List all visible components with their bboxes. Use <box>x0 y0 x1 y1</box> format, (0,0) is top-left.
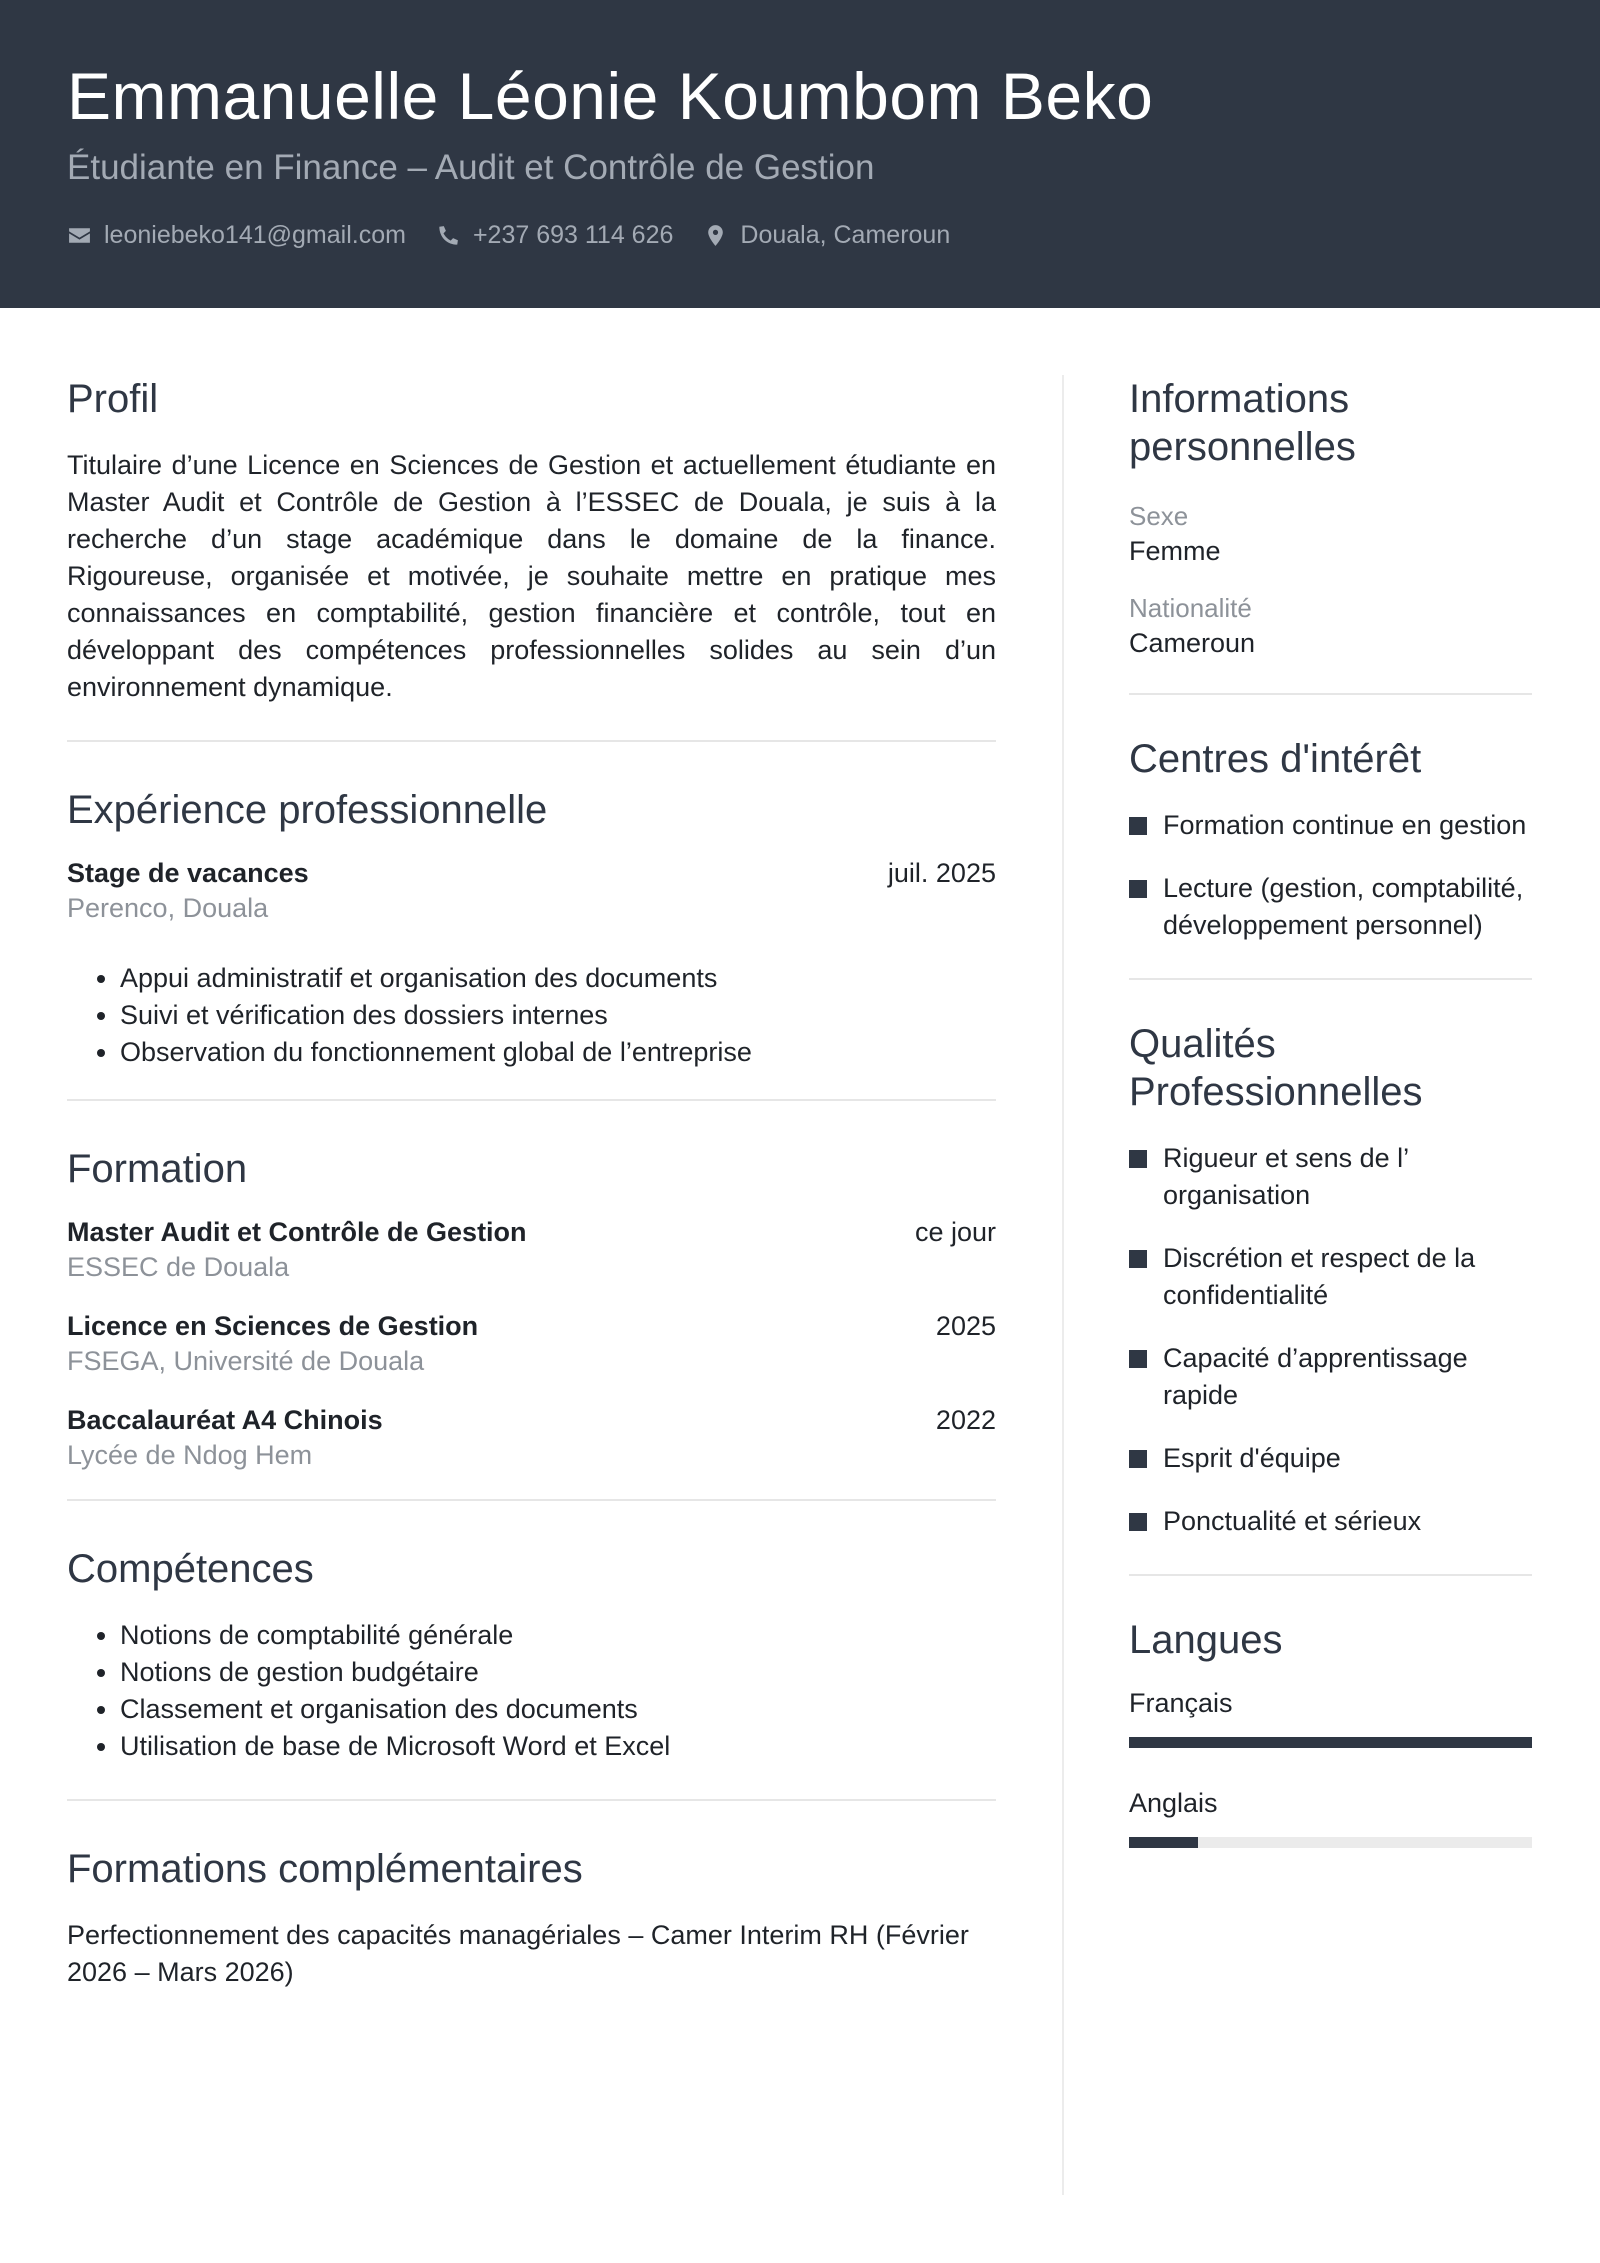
experience-entry <box>67 858 996 1071</box>
education-entry <box>67 1405 996 1471</box>
phone-icon <box>436 223 461 248</box>
education-section <box>67 1145 996 1471</box>
education-entry <box>67 1311 996 1377</box>
language-level-bar-french <box>1129 1737 1532 1748</box>
list-item: Discrétion et respect de la confidentialité <box>1129 1240 1532 1314</box>
experience-company: Perenco, Douala <box>67 893 269 923</box>
sex-value: Femme <box>1129 536 1221 566</box>
qualities-section <box>1129 1020 1532 1540</box>
location-pin-icon <box>703 223 728 248</box>
interests-title: Centres d'intérêt <box>1129 737 1422 781</box>
contact-email[interactable] <box>67 221 406 250</box>
section-divider <box>67 1499 996 1501</box>
language-name-french: Français <box>1129 1688 1233 1718</box>
education-degree: Master Audit et Contrôle de Gestion <box>67 1217 527 1247</box>
education-degree: Baccalauréat A4 Chinois <box>67 1405 383 1435</box>
list-item: Esprit d'équipe <box>1129 1440 1532 1477</box>
interests-section <box>1129 735 1532 944</box>
extra-training-title: Formations complémentaires <box>67 1847 583 1891</box>
list-item: Formation continue en gestion <box>1129 807 1532 844</box>
list-item: Capacité d’apprentissage rapide <box>1129 1340 1532 1414</box>
list-item: Rigueur et sens de l’ organisation <box>1129 1140 1532 1214</box>
education-date: ce jour <box>914 1217 996 1247</box>
section-divider <box>1129 1574 1532 1576</box>
education-date: 2025 <box>935 1311 996 1341</box>
list-item: • Notions de comptabilité générale <box>120 1617 996 1654</box>
qualities-title: Qualités Professionnelles <box>1129 1022 1423 1114</box>
candidate-name: Emmanuelle Léonie Koumbom Beko <box>67 59 1154 133</box>
language-level-fill <box>1129 1837 1198 1848</box>
profile-text: Titulaire d’une Licence en Sciences de Gestion et actuellement étudiante en Master Audit et Contrôle de Gestion à l’ESSEC de Douala, je suis à la recherche d’un stage académique dans le domaine de la finance. Rigoureuse, organisée et motivée, je souhaite mettre en pratique mes connaissances en comptabilité, gestion financière et contrôle, tout en développant des compétences professionnelles solides au sein d’un environnement dynamique. <box>67 450 996 702</box>
education-school: FSEGA, Université de Douala <box>67 1346 425 1376</box>
nationality-value: Cameroun <box>1129 628 1256 658</box>
languages-title: Langues <box>1129 1618 1283 1662</box>
interests-list <box>1129 807 1532 944</box>
experience-title: Expérience professionnelle <box>67 788 548 832</box>
email-text: leoniebeko141@gmail.com <box>104 221 406 249</box>
list-item: Ponctualité et sérieux <box>1129 1503 1532 1540</box>
personal-info-section <box>1129 375 1532 659</box>
column-divider <box>1062 375 1064 2195</box>
list-item: • Suivi et vérification des dossiers internes <box>120 997 996 1034</box>
list-item: • Classement et organisation des documents <box>120 1691 996 1728</box>
nationality-label: Nationalité <box>1129 593 1252 623</box>
profile-title: Profil <box>67 377 159 421</box>
list-item: • Appui administratif et organisation des documents <box>120 960 996 997</box>
envelope-icon <box>67 223 92 248</box>
profile-section <box>67 375 996 706</box>
experience-date: juil. 2025 <box>887 858 996 888</box>
candidate-tagline: Étudiante en Finance – Audit et Contrôle de Gestion <box>67 148 875 187</box>
list-item: Lecture (gestion, comptabilité, développement personnel) <box>1129 870 1532 944</box>
resume-header <box>0 0 1600 308</box>
education-degree: Licence en Sciences de Gestion <box>67 1311 479 1341</box>
skills-list <box>67 1617 996 1765</box>
extra-training-text: Perfectionnement des capacités managériales – Camer Interim RH (Février 2026 – Mars 2026) <box>67 1920 969 1987</box>
section-divider <box>1129 978 1532 980</box>
education-date: 2022 <box>935 1405 996 1435</box>
contact-location <box>703 221 950 250</box>
list-item: • Observation du fonctionnement global de l’entreprise <box>120 1034 996 1071</box>
personal-info-title: Informations personnelles <box>1129 377 1356 469</box>
contact-row <box>67 221 980 250</box>
extra-training-section <box>67 1845 996 1991</box>
skills-section <box>67 1545 996 1765</box>
section-divider <box>67 740 996 742</box>
phone-text: +237 693 114 626 <box>472 221 674 249</box>
languages-section <box>1129 1616 1532 1848</box>
section-divider <box>67 1099 996 1101</box>
language-level-fill <box>1129 1737 1532 1748</box>
language-level-bar-english <box>1129 1837 1532 1848</box>
education-school: Lycée de Ndog Hem <box>67 1440 313 1470</box>
education-entry <box>67 1217 996 1283</box>
skills-title: Compétences <box>67 1547 314 1591</box>
contact-phone[interactable] <box>436 221 673 250</box>
language-name-english: Anglais <box>1129 1788 1218 1818</box>
qualities-list <box>1129 1140 1532 1540</box>
experience-section <box>67 786 996 1071</box>
location-text: Douala, Cameroun <box>740 221 951 249</box>
education-school: ESSEC de Douala <box>67 1252 290 1282</box>
experience-bullets <box>67 960 996 1071</box>
list-item: • Utilisation de base de Microsoft Word et Excel <box>120 1728 996 1765</box>
education-title: Formation <box>67 1147 248 1191</box>
sex-label: Sexe <box>1129 501 1189 531</box>
experience-role: Stage de vacances <box>67 858 309 888</box>
section-divider <box>1129 693 1532 695</box>
section-divider <box>67 1799 996 1801</box>
side-column <box>1129 375 1532 1888</box>
list-item: • Notions de gestion budgétaire <box>120 1654 996 1691</box>
main-column <box>67 375 996 1991</box>
